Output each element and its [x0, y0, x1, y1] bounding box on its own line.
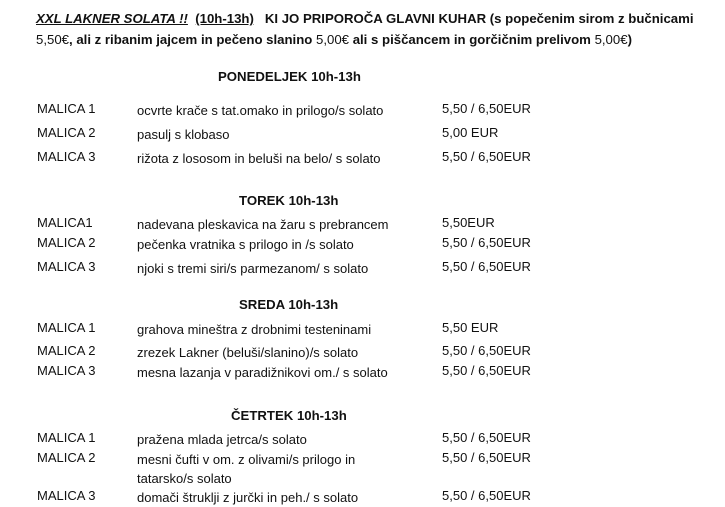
menu-price: 5,50 / 6,50EUR — [442, 149, 531, 164]
menu-dish: zrezek Lakner (beluši/slanino)/s solato — [137, 345, 359, 360]
special-price-1: 5,50€ — [36, 32, 70, 47]
menu-dish: grahova mineštra z drobnimi testeninami — [137, 322, 372, 337]
chef-recommendation: KI JO PRIPOROČA GLAVNI KUHAR (s popečenim sirom z bučnicami — [264, 11, 694, 26]
special-price-2: 5,00€ — [316, 32, 350, 47]
menu-dish: mesni čufti v om. z olivami/s prilogo in tatarsko/s solato — [137, 452, 356, 486]
special-offer-title: XXL LAKNER SOLATA !! — [36, 11, 188, 26]
menu-row — [0, 488, 725, 506]
menu-row — [0, 259, 725, 277]
menu-row — [0, 215, 725, 233]
menu-dish: pečenka vratnika s prilogo in /s solato — [137, 237, 354, 252]
menu-price: 5,50 / 6,50EUR — [442, 430, 531, 445]
day-title-thursday: ČETRTEK 10h-13h — [231, 408, 347, 423]
menu-price: 5,50 / 6,50EUR — [442, 488, 531, 503]
menu-row — [0, 363, 725, 381]
intro-paragraph — [36, 8, 720, 50]
menu-dish: pražena mlada jetrca/s solato — [137, 432, 307, 447]
menu-price: 5,00 EUR — [442, 125, 499, 140]
special-variant-3: ali s piščancem in gorčičnim prelivom — [352, 32, 591, 47]
day-title-monday: PONEDELJEK 10h-13h — [218, 69, 361, 84]
menu-code: MALICA 1 — [37, 320, 96, 335]
menu-row — [0, 430, 725, 448]
menu-dish: njoki s tremi siri/s parmezanom/ s solato — [137, 261, 369, 276]
menu-dish: pasulj s klobaso — [137, 127, 230, 142]
menu-dish: mesna lazanja v paradižnikovi om./ s solato — [137, 365, 388, 380]
menu-price: 5,50 / 6,50EUR — [442, 343, 531, 358]
menu-row — [0, 101, 725, 119]
special-variant-2: , ali z ribanim jajcem in pečeno slanino — [69, 32, 313, 47]
menu-price: 5,50 / 6,50EUR — [442, 101, 531, 116]
menu-code: MALICA1 — [37, 215, 93, 230]
menu-row — [0, 343, 725, 361]
menu-price: 5,50 / 6,50EUR — [442, 259, 531, 274]
menu-row — [0, 320, 725, 338]
menu-price: 5,50 / 6,50EUR — [442, 363, 531, 378]
menu-price: 5,50EUR — [442, 215, 495, 230]
menu-price: 5,50 EUR — [442, 320, 499, 335]
menu-dish: ocvrte krače s tat.omako in prilogo/s solato — [137, 103, 384, 118]
special-price-3: 5,00€ — [594, 32, 628, 47]
menu-dish: domači štruklji z jurčki in peh./ s solato — [137, 490, 359, 505]
menu-price: 5,50 / 6,50EUR — [442, 235, 531, 250]
menu-dish: rižota z lososom in beluši na belo/ s solato — [137, 151, 381, 166]
menu-dish: nadevana pleskavica na žaru s prebrancem — [137, 217, 389, 232]
menu-code: MALICA 3 — [37, 488, 96, 503]
menu-code: MALICA 2 — [37, 450, 96, 465]
menu-row — [0, 149, 725, 167]
menu-code: MALICA 1 — [37, 101, 96, 116]
menu-row — [0, 235, 725, 253]
menu-code: MALICA 3 — [37, 149, 96, 164]
menu-code: MALICA 2 — [37, 235, 96, 250]
menu-code: MALICA 2 — [37, 125, 96, 140]
menu-price: 5,50 / 6,50EUR — [442, 450, 531, 465]
day-title-wednesday: SREDA 10h-13h — [239, 297, 339, 312]
menu-code: MALICA 2 — [37, 343, 96, 358]
day-title-tuesday: TOREK 10h-13h — [239, 193, 339, 208]
special-close-paren: ) — [627, 32, 632, 47]
menu-code: MALICA 1 — [37, 430, 96, 445]
menu-code: MALICA 3 — [37, 259, 96, 274]
special-offer-hours: (10h-13h) — [195, 11, 254, 26]
menu-row — [0, 450, 725, 486]
menu-row — [0, 125, 725, 143]
menu-code: MALICA 3 — [37, 363, 96, 378]
